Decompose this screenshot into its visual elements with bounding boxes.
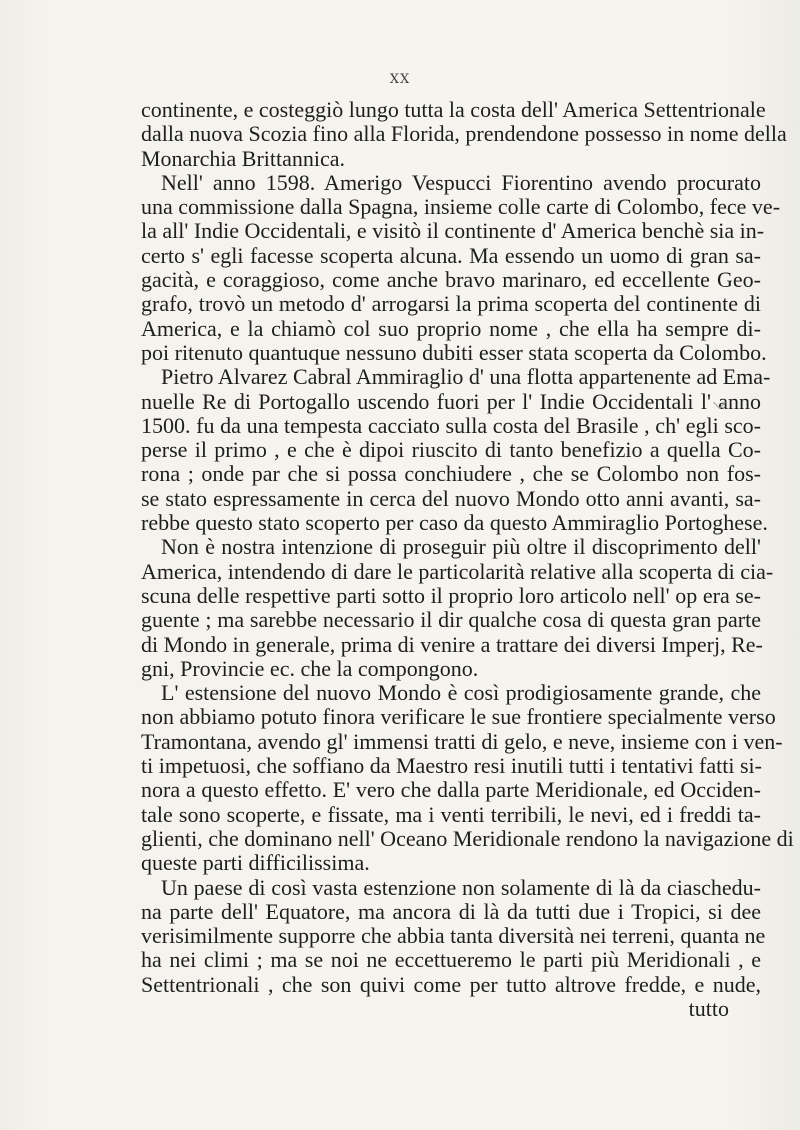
text-line: gni, Provincie ec. che la compongono. bbox=[141, 655, 479, 681]
text-line: di Mondo in generale, prima di venire a trattare dei diversi Imperj, Re- bbox=[141, 631, 763, 657]
text-line: nora a questo effetto. E' vero che dalla parte Meridionale, ed Occiden- bbox=[141, 777, 761, 803]
text-line: gacità, e coraggioso, come anche bravo marinaro, ed eccellente Geo- bbox=[141, 267, 761, 293]
text-line: tale sono scoperte, e fissate, ma i venti terribili, le nevi, ed i freddi ta- bbox=[141, 801, 761, 827]
text-line: Settentrionali , che son quivi come per tutto altrove fredde, e nude, bbox=[141, 971, 761, 997]
page-number-header: XX bbox=[389, 72, 411, 87]
text-line: poi ritenuto quantuque nessuno dubiti esser stata scoperta da Colombo. bbox=[141, 339, 767, 365]
text-line: Tramontana, avendo gl' immensi tratti di gelo, e neve, insieme con i ven- bbox=[141, 728, 783, 754]
body-text bbox=[141, 97, 794, 1021]
text-line: dalla nuova Scozia fino alla Florida, prendendone possesso in nome della bbox=[141, 121, 787, 147]
text-line: tutto bbox=[688, 995, 729, 1021]
text-line: continente, e costeggiò lungo tutta la costa dell' America Settentrionale bbox=[141, 97, 766, 122]
text-line: grafo, trovò un metodo d' arrogarsi la prima scoperta del continente di bbox=[141, 291, 761, 317]
text-line: certo s' egli facesse scoperta alcuna. Ma essendo un uomo di gran sa- bbox=[141, 242, 761, 268]
text-line: ha nei climi ; ma se noi ne eccettueremo le parti più Meridionali , e bbox=[141, 947, 761, 973]
text-line: nuelle Re di Portogallo uscendo fuori per l' Indie Occidentali l' anno bbox=[141, 388, 761, 414]
text-line: perse il primo , e che è dipoi riuscito di tanto benefizio a quella Co- bbox=[141, 437, 761, 463]
text-line: glienti, che dominano nell' Oceano Meridionale rendono la navigazione di bbox=[141, 825, 794, 851]
text-line: non abbiamo potuto finora verificare le sue frontiere specialmente verso bbox=[141, 704, 776, 730]
text-line: Non è nostra intenzione di proseguir più oltre il discoprimento dell' bbox=[161, 534, 761, 560]
text-line: queste parti difficilissima. bbox=[141, 850, 370, 876]
text-line: Nell' anno 1598. Amerigo Vespucci Fiorentino avendo procurato bbox=[161, 169, 761, 195]
text-line: scuna delle respettive parti sotto il proprio loro articolo nell' op era se- bbox=[141, 582, 761, 608]
text-line: rebbe questo stato scoperto per caso da questo Ammiraglio Portoghese. bbox=[141, 510, 768, 536]
text-line: Pietro Alvarez Cabral Ammiraglio d' una flotta appartenente ad Ema- bbox=[161, 364, 771, 390]
text-line: Un paese di così vasta estenzione non solamente di là da ciaschedu- bbox=[161, 874, 761, 900]
text-line: L' estensione del nuovo Mondo è così prodigiosamente grande, che bbox=[161, 680, 761, 706]
text-line: se stato espressamente in cerca del nuovo Mondo otto anni avanti, sa- bbox=[141, 485, 761, 511]
text-line: la all' Indie Occidentali, e visitò il continente d' America benchè sia in- bbox=[141, 218, 765, 244]
text-line: una commissione dalla Spagna, insieme colle carte di Colombo, fece ve- bbox=[141, 194, 781, 220]
text-line: America, e la chiamò col suo proprio nome , che ella ha sempre di- bbox=[141, 315, 761, 341]
text-line: 1500. fu da una tempesta cacciato sulla costa del Brasile , ch' egli sco- bbox=[141, 412, 761, 438]
text-line: rona ; onde par che si possa conchiudere , che se Colombo non fos- bbox=[141, 461, 761, 487]
text-line: verisimilmente supporre che abbia tanta diversità nei terreni, quanta ne bbox=[141, 923, 766, 949]
text-line: Monarchia Brittannica. bbox=[141, 145, 346, 171]
text-line: na parte dell' Equatore, ma ancora di là da tutti due i Tropici, si dee bbox=[141, 898, 761, 924]
text-line: guente ; ma sarebbe necessario il dir qualche cosa di questa gran parte bbox=[141, 607, 761, 633]
text-line: ti impetuosi, che soffiano da Maestro resi inutili tutti i tentativi fatti si- bbox=[141, 753, 762, 779]
text-line: America, intendendo di dare le particolarità relative alla scoperta di cia- bbox=[141, 558, 774, 584]
